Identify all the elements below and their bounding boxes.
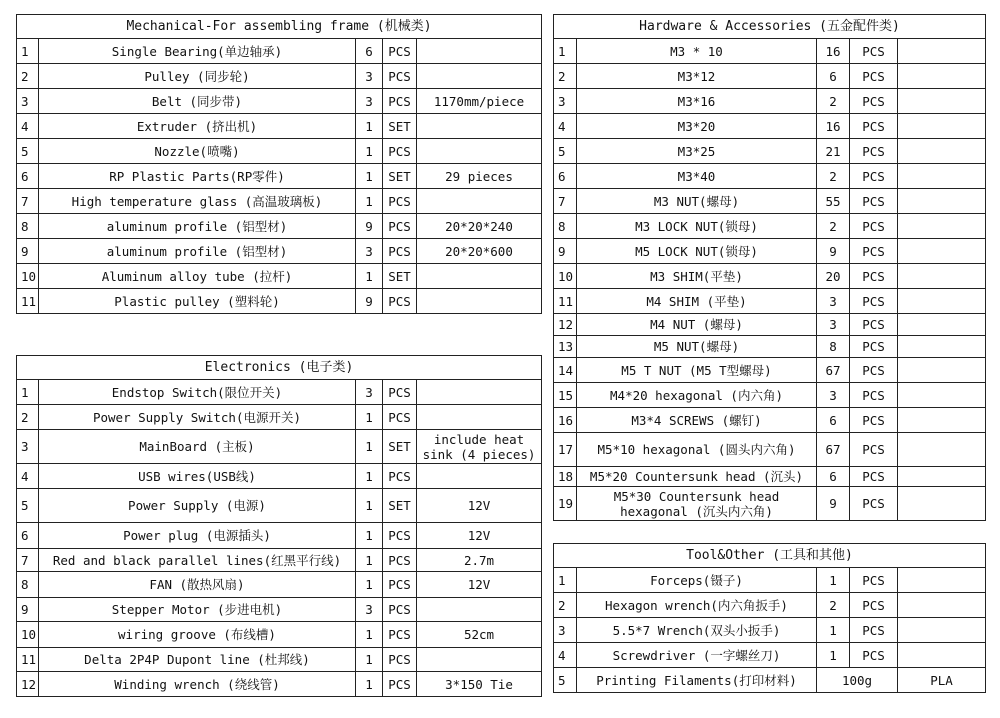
item-note (898, 618, 986, 643)
item-note (898, 643, 986, 668)
row-number: 19 (554, 487, 577, 521)
item-quantity: 3 (817, 314, 850, 336)
item-note (417, 380, 542, 405)
table-row (554, 408, 986, 433)
table-row (17, 405, 542, 430)
row-number: 5 (17, 489, 39, 523)
item-name: Power plug (电源插头) (39, 523, 356, 549)
section-title: Electronics (电子类) (17, 356, 542, 380)
item-quantity: 1 (356, 648, 383, 672)
item-quantity: 6 (817, 408, 850, 433)
item-unit: PCS (383, 214, 417, 239)
item-name: M5*20 Countersunk head (沉头) (577, 467, 817, 487)
item-unit: PCS (383, 289, 417, 314)
item-unit: PCS (850, 618, 898, 643)
item-unit: PCS (383, 572, 417, 598)
table-row (17, 622, 542, 648)
item-name: FAN (散热风扇) (39, 572, 356, 598)
item-name: M5*30 Countersunk head hexagonal (沉头内六角) (577, 487, 817, 521)
row-number: 10 (17, 622, 39, 648)
item-note (417, 264, 542, 289)
item-quantity: 8 (817, 336, 850, 358)
section-title: Tool&Other (工具和其他) (554, 544, 986, 568)
item-unit: PCS (850, 239, 898, 264)
item-unit: SET (383, 264, 417, 289)
item-quantity: 1 (817, 643, 850, 668)
item-name: M3*20 (577, 114, 817, 139)
row-number: 12 (554, 314, 577, 336)
section-title: Mechanical-For assembling frame (机械类) (17, 15, 542, 39)
item-unit: PCS (850, 467, 898, 487)
item-quantity: 9 (817, 487, 850, 521)
table-row (17, 239, 542, 264)
item-unit: PCS (850, 189, 898, 214)
item-unit: PCS (850, 64, 898, 89)
item-note (898, 264, 986, 289)
table-row (554, 264, 986, 289)
item-quantity: 9 (356, 214, 383, 239)
item-quantity: 1 (356, 523, 383, 549)
item-name: M4 SHIM (平垫) (577, 289, 817, 314)
item-note: 1170mm/piece (417, 89, 542, 114)
row-number: 17 (554, 433, 577, 467)
item-unit: PCS (383, 139, 417, 164)
item-name: M4*20 hexagonal (内六角) (577, 383, 817, 408)
table-row (554, 467, 986, 487)
item-note (898, 289, 986, 314)
item-quantity: 3 (356, 64, 383, 89)
item-quantity: 1 (817, 568, 850, 593)
row-number: 1 (17, 39, 39, 64)
row-number: 11 (17, 648, 39, 672)
item-unit: PCS (850, 264, 898, 289)
item-unit: PCS (383, 622, 417, 648)
row-number: 4 (17, 114, 39, 139)
item-name: M3 LOCK NUT(锁母) (577, 214, 817, 239)
item-name: M3 * 10 (577, 39, 817, 64)
item-quantity: 1 (356, 405, 383, 430)
item-unit: PCS (850, 114, 898, 139)
item-unit: PCS (850, 568, 898, 593)
row-number: 3 (554, 618, 577, 643)
item-quantity: 1 (356, 189, 383, 214)
row-number: 8 (17, 572, 39, 598)
table-row (17, 549, 542, 572)
item-name: High temperature glass (高温玻璃板) (39, 189, 356, 214)
table-row (17, 264, 542, 289)
row-number: 5 (554, 139, 577, 164)
table-row (554, 593, 986, 618)
item-quantity: 3 (817, 383, 850, 408)
row-number: 1 (554, 568, 577, 593)
item-unit: PCS (850, 89, 898, 114)
item-quantity: 1 (356, 114, 383, 139)
row-number: 11 (554, 289, 577, 314)
table-row (554, 139, 986, 164)
item-name: M3*40 (577, 164, 817, 189)
row-number: 4 (17, 464, 39, 489)
item-name: Delta 2P4P Dupont line (杜邦线) (39, 648, 356, 672)
row-number: 7 (17, 189, 39, 214)
row-number: 3 (554, 89, 577, 114)
item-quantity: 21 (817, 139, 850, 164)
item-name: M5*10 hexagonal (圆头内六角) (577, 433, 817, 467)
table-row (554, 668, 986, 693)
item-unit: PCS (850, 39, 898, 64)
table-row (17, 114, 542, 139)
mechanical-table (16, 14, 542, 314)
item-name: Extruder (挤出机) (39, 114, 356, 139)
item-unit: PCS (383, 380, 417, 405)
row-number: 18 (554, 467, 577, 487)
item-unit: PCS (383, 598, 417, 622)
table-row (554, 289, 986, 314)
item-unit: PCS (850, 289, 898, 314)
table-row (554, 383, 986, 408)
table-row (17, 289, 542, 314)
row-number: 4 (554, 114, 577, 139)
item-name: Power Supply Switch(电源开关) (39, 405, 356, 430)
row-number: 2 (17, 405, 39, 430)
item-note: 20*20*240 (417, 214, 542, 239)
row-number: 8 (17, 214, 39, 239)
item-name: M3*12 (577, 64, 817, 89)
row-number: 1 (554, 39, 577, 64)
table-row (554, 433, 986, 467)
row-number: 10 (554, 264, 577, 289)
row-number: 9 (17, 598, 39, 622)
table-row (554, 114, 986, 139)
table-row (17, 64, 542, 89)
item-note (898, 89, 986, 114)
row-number: 14 (554, 358, 577, 383)
item-quantity: 1 (356, 489, 383, 523)
item-name: Forceps(镊子) (577, 568, 817, 593)
row-number: 5 (554, 668, 577, 693)
section-title: Hardware & Accessories (五金配件类) (554, 15, 986, 39)
tools-table (553, 543, 986, 693)
item-quantity: 55 (817, 189, 850, 214)
item-note (417, 64, 542, 89)
item-note (898, 383, 986, 408)
item-quantity: 9 (817, 239, 850, 264)
item-note (898, 408, 986, 433)
item-note: 12V (417, 523, 542, 549)
item-name: RP Plastic Parts(RP零件) (39, 164, 356, 189)
item-quantity: 1 (356, 164, 383, 189)
item-quantity: 1 (356, 139, 383, 164)
item-name: Belt (同步带) (39, 89, 356, 114)
item-quantity: 2 (817, 214, 850, 239)
item-unit: PCS (850, 643, 898, 668)
item-quantity: 3 (356, 89, 383, 114)
item-quantity: 1 (817, 618, 850, 643)
item-unit: PCS (850, 487, 898, 521)
table-row (554, 64, 986, 89)
item-name: Stepper Motor (步进电机) (39, 598, 356, 622)
item-unit: SET (383, 430, 417, 464)
item-unit: PCS (383, 523, 417, 549)
item-quantity: 16 (817, 39, 850, 64)
item-note (417, 648, 542, 672)
item-name: MainBoard (主板) (39, 430, 356, 464)
table-row (17, 380, 542, 405)
item-note (898, 39, 986, 64)
row-number: 6 (554, 164, 577, 189)
table-row (17, 648, 542, 672)
table-row (17, 598, 542, 622)
item-note (417, 598, 542, 622)
item-note (898, 336, 986, 358)
item-note (898, 568, 986, 593)
item-unit: PCS (850, 593, 898, 618)
row-number: 11 (17, 289, 39, 314)
item-name: wiring groove (布线槽) (39, 622, 356, 648)
item-unit: PCS (850, 433, 898, 467)
row-number: 7 (554, 189, 577, 214)
row-number: 2 (554, 593, 577, 618)
item-note (898, 164, 986, 189)
table-row (17, 139, 542, 164)
row-number: 8 (554, 214, 577, 239)
item-unit: PCS (383, 405, 417, 430)
item-unit: PCS (383, 549, 417, 572)
item-note (898, 64, 986, 89)
item-note (898, 189, 986, 214)
item-name: Hexagon wrench(内六角扳手) (577, 593, 817, 618)
table-row (554, 189, 986, 214)
item-note (898, 214, 986, 239)
item-unit: SET (383, 489, 417, 523)
table-row (17, 189, 542, 214)
table-row (17, 464, 542, 489)
item-quantity: 2 (817, 164, 850, 189)
item-unit: PCS (850, 408, 898, 433)
item-note (417, 189, 542, 214)
item-name: aluminum profile (铝型材) (39, 214, 356, 239)
item-unit: PCS (850, 164, 898, 189)
item-quantity: 6 (356, 39, 383, 64)
item-note (898, 487, 986, 521)
item-name: aluminum profile (铝型材) (39, 239, 356, 264)
item-note: 12V (417, 489, 542, 523)
item-name: Pulley (同步轮) (39, 64, 356, 89)
item-name: Red and black parallel lines(红黑平行线) (39, 549, 356, 572)
section-header (554, 15, 986, 39)
item-name: Nozzle(喷嘴) (39, 139, 356, 164)
row-number: 6 (17, 523, 39, 549)
item-note (898, 467, 986, 487)
item-name: Aluminum alloy tube (拉杆) (39, 264, 356, 289)
item-name: M5 T NUT (M5 T型螺母) (577, 358, 817, 383)
row-number: 9 (17, 239, 39, 264)
table-row (554, 643, 986, 668)
row-number: 13 (554, 336, 577, 358)
item-note (898, 593, 986, 618)
item-note: 52cm (417, 622, 542, 648)
item-quantity: 1 (356, 622, 383, 648)
row-number: 15 (554, 383, 577, 408)
table-row (554, 164, 986, 189)
item-name: Single Bearing(单边轴承) (39, 39, 356, 64)
item-unit: PCS (850, 383, 898, 408)
item-unit: PCS (383, 239, 417, 264)
item-unit: PCS (383, 189, 417, 214)
item-unit: PCS (850, 336, 898, 358)
item-quantity: 3 (356, 239, 383, 264)
row-number: 16 (554, 408, 577, 433)
table-row (554, 314, 986, 336)
item-unit: PCS (383, 648, 417, 672)
item-quantity: 1 (356, 430, 383, 464)
item-quantity: 6 (817, 467, 850, 487)
table-row (17, 572, 542, 598)
item-unit: PCS (383, 39, 417, 64)
table-row (17, 214, 542, 239)
item-quantity: 9 (356, 289, 383, 314)
item-unit: PCS (850, 214, 898, 239)
item-name: Endstop Switch(限位开关) (39, 380, 356, 405)
row-number: 4 (554, 643, 577, 668)
item-note: PLA (898, 668, 986, 693)
item-name: Screwdriver (一字螺丝刀) (577, 643, 817, 668)
item-note (417, 39, 542, 64)
table-row (17, 89, 542, 114)
item-note (898, 114, 986, 139)
item-quantity: 2 (817, 593, 850, 618)
item-name: M4 NUT (螺母) (577, 314, 817, 336)
table-row (17, 672, 542, 697)
hardware-table (553, 14, 986, 521)
item-note (898, 239, 986, 264)
item-quantity: 20 (817, 264, 850, 289)
section-header (554, 544, 986, 568)
item-note: 20*20*600 (417, 239, 542, 264)
item-unit: SET (383, 164, 417, 189)
item-quantity: 1 (356, 264, 383, 289)
item-note (417, 464, 542, 489)
item-name: USB wires(USB线) (39, 464, 356, 489)
row-number: 3 (17, 89, 39, 114)
item-quantity: 1 (356, 672, 383, 697)
item-unit: SET (383, 114, 417, 139)
item-note (898, 314, 986, 336)
item-unit: PCS (383, 672, 417, 697)
item-quantity: 2 (817, 89, 850, 114)
table-row (554, 618, 986, 643)
table-row (17, 39, 542, 64)
item-name: 5.5*7 Wrench(双头小扳手) (577, 618, 817, 643)
item-name: Printing Filaments(打印材料) (577, 668, 817, 693)
row-number: 10 (17, 264, 39, 289)
item-note: 3*150 Tie (417, 672, 542, 697)
item-quantity: 67 (817, 433, 850, 467)
item-note (417, 114, 542, 139)
item-note (417, 139, 542, 164)
item-unit: PCS (383, 64, 417, 89)
table-row (554, 358, 986, 383)
item-name: M5 LOCK NUT(锁母) (577, 239, 817, 264)
table-row (17, 164, 542, 189)
item-name: M5 NUT(螺母) (577, 336, 817, 358)
item-name: M3*16 (577, 89, 817, 114)
section-header (17, 15, 542, 39)
row-number: 9 (554, 239, 577, 264)
item-name: M3 NUT(螺母) (577, 189, 817, 214)
row-number: 2 (554, 64, 577, 89)
table-row (554, 89, 986, 114)
row-number: 5 (17, 139, 39, 164)
table-row (554, 336, 986, 358)
item-note: include heat sink (4 pieces) (417, 430, 542, 464)
item-note: 2.7m (417, 549, 542, 572)
item-note (417, 289, 542, 314)
row-number: 12 (17, 672, 39, 697)
table-row (17, 430, 542, 464)
table-row (17, 489, 542, 523)
row-number: 6 (17, 164, 39, 189)
item-quantity: 16 (817, 114, 850, 139)
item-name: Power Supply (电源) (39, 489, 356, 523)
item-unit: PCS (850, 139, 898, 164)
item-name: M3*25 (577, 139, 817, 164)
item-unit: PCS (383, 464, 417, 489)
item-quantity: 3 (817, 289, 850, 314)
item-quantity: 3 (356, 380, 383, 405)
item-quantity: 3 (356, 598, 383, 622)
item-note (898, 433, 986, 467)
table-row (554, 568, 986, 593)
item-note (898, 139, 986, 164)
item-quantity: 1 (356, 464, 383, 489)
table-row (554, 214, 986, 239)
row-number: 1 (17, 380, 39, 405)
row-number: 7 (17, 549, 39, 572)
item-quantity: 67 (817, 358, 850, 383)
section-header (17, 356, 542, 380)
item-note (417, 405, 542, 430)
electronics-table (16, 355, 542, 697)
table-row (554, 39, 986, 64)
item-quantity: 100g (817, 668, 898, 693)
item-unit: PCS (850, 358, 898, 383)
table-row (554, 487, 986, 521)
row-number: 2 (17, 64, 39, 89)
item-note (898, 358, 986, 383)
item-unit: PCS (383, 89, 417, 114)
item-quantity: 1 (356, 549, 383, 572)
table-row (17, 523, 542, 549)
item-quantity: 1 (356, 572, 383, 598)
item-name: Winding wrench (绕线管) (39, 672, 356, 697)
item-name: M3 SHIM(平垫) (577, 264, 817, 289)
item-name: Plastic pulley (塑料轮) (39, 289, 356, 314)
item-note: 12V (417, 572, 542, 598)
row-number: 3 (17, 430, 39, 464)
item-name: M3*4 SCREWS (螺钉) (577, 408, 817, 433)
item-note: 29 pieces (417, 164, 542, 189)
table-row (554, 239, 986, 264)
item-quantity: 6 (817, 64, 850, 89)
item-unit: PCS (850, 314, 898, 336)
